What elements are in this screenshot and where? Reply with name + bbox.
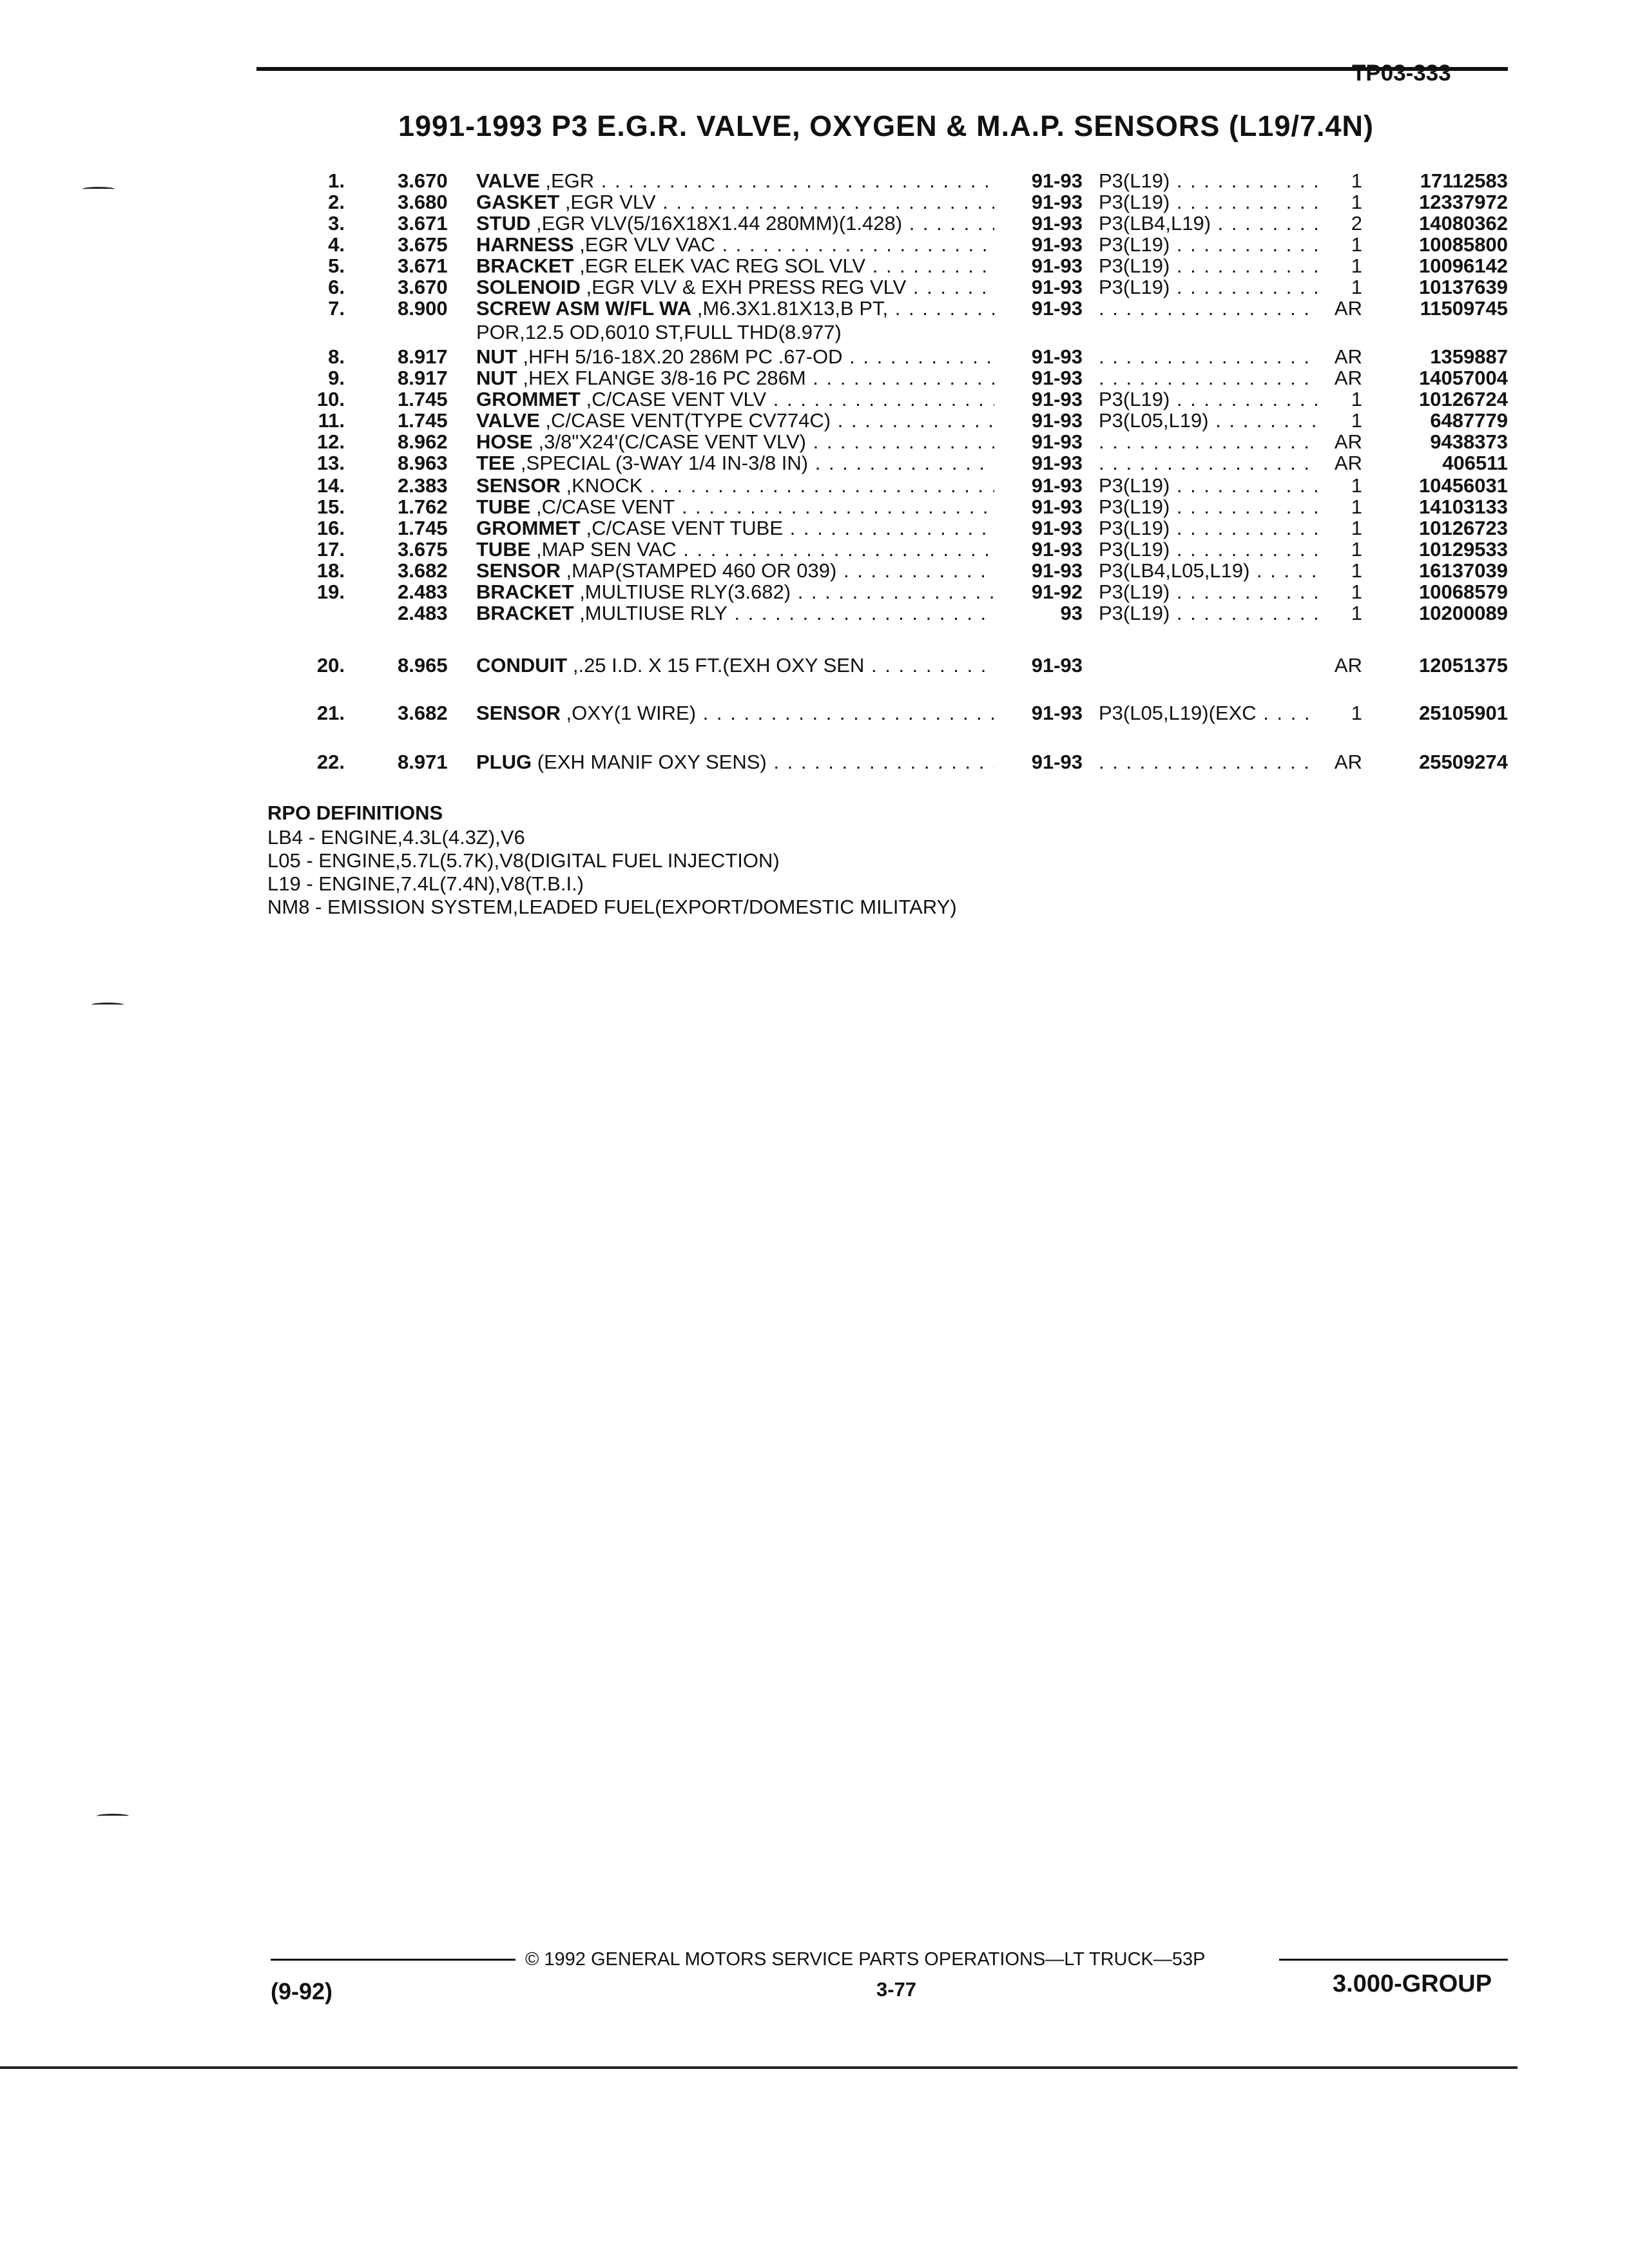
page-title: 1991-1993 P3 E.G.R. VALVE, OXYGEN & M.A.P. SENSORS (L19/7.4N) [398, 110, 1374, 142]
model-years: 91-93 [1031, 297, 1083, 320]
part-spec: ,EGR VLV VAC [579, 233, 715, 256]
item-number: 8. [328, 345, 345, 368]
model-usage [1099, 430, 1318, 454]
part-spec: ,EGR VLV & EXH PRESS REG VLV [586, 276, 907, 298]
part-number: 6487779 [1430, 409, 1508, 432]
part-description [476, 366, 994, 390]
part-description [476, 430, 994, 454]
binder-hole-mark [92, 1003, 124, 1007]
item-number: 14. [316, 474, 345, 497]
part-name: TUBE [476, 538, 531, 561]
part-spec: ,EGR VLV [564, 191, 656, 213]
model-usage [1099, 345, 1318, 369]
table-row [0, 537, 1629, 561]
quantity: AR [1334, 367, 1362, 389]
item-number: 2. [328, 191, 345, 213]
part-description [476, 495, 994, 519]
part-number: 10126724 [1419, 388, 1508, 410]
table-row [0, 254, 1629, 278]
table-row [0, 190, 1629, 214]
table-row [0, 516, 1629, 540]
model-usage [1099, 366, 1318, 390]
quantity: 1 [1351, 517, 1362, 539]
model-usage: P3(L05,L19)(EXC . . . [1099, 701, 1318, 725]
table-row [0, 701, 1629, 725]
item-number: 1. [328, 169, 345, 192]
part-name: PLUG [476, 751, 532, 773]
part-description [476, 233, 994, 256]
model-usage: P3(L19) . . . [1099, 387, 1318, 411]
table-row [0, 211, 1629, 235]
quantity: 1 [1351, 538, 1362, 561]
part-number: 10096142 [1419, 255, 1508, 277]
item-number: 22. [316, 751, 345, 773]
part-name: SOLENOID [476, 276, 581, 298]
rpo-definition: NM8 - EMISSION SYSTEM,LEADED FUEL(EXPORT/DOMESTIC MILITARY) [267, 896, 957, 918]
part-name: BRACKET [476, 255, 574, 277]
table-row [0, 451, 1629, 475]
part-name: VALVE [476, 169, 540, 192]
model-years: 91-93 [1031, 495, 1083, 518]
table-row [0, 275, 1629, 299]
part-number: 10085800 [1419, 233, 1508, 256]
item-number: 4. [328, 233, 345, 256]
quantity: 1 [1351, 255, 1362, 277]
group-code: 3.680 [398, 191, 448, 213]
model-usage: P3(L19) . . . [1099, 601, 1318, 625]
part-name: SENSOR [476, 474, 561, 497]
model-years: 91-93 [1031, 388, 1083, 410]
item-number: 18. [316, 559, 345, 582]
part-number: 16137039 [1419, 559, 1508, 582]
table-row [0, 750, 1629, 774]
part-description [476, 387, 994, 411]
part-spec: ,OXY(1 WIRE) [566, 702, 697, 724]
part-name: TEE [476, 452, 516, 474]
part-spec: ,M6.3X1.81X13,B PT, [697, 297, 889, 320]
part-description [476, 451, 994, 475]
part-description [476, 537, 994, 561]
part-spec: ,SPECIAL (3-WAY 1/4 IN-3/8 IN) [520, 452, 809, 474]
group-code: 2.383 [398, 474, 448, 497]
model-usage [1099, 296, 1318, 320]
part-number: 14103133 [1419, 495, 1508, 518]
item-number: 3. [328, 212, 345, 235]
group-code: 3.671 [398, 212, 448, 235]
item-number: 21. [316, 702, 345, 724]
quantity: AR [1334, 297, 1362, 320]
part-description [476, 559, 994, 582]
footer-rule-left [271, 1959, 516, 1961]
item-number: 10. [316, 388, 345, 410]
group-code: 8.917 [398, 345, 448, 368]
quantity: AR [1334, 430, 1362, 453]
model-years: 91-93 [1031, 276, 1083, 298]
part-spec: ,C/CASE VENT TUBE [586, 517, 783, 539]
part-number: 11509745 [1420, 297, 1508, 320]
model-usage: P3(L19) . . . [1099, 495, 1318, 519]
description-continuation: POR,12.5 OD,6010 ST,FULL THD(8.977) [476, 321, 842, 343]
table-row [0, 601, 1629, 625]
model-years: 91-93 [1031, 345, 1083, 368]
part-description [476, 169, 994, 193]
part-spec: ,C/CASE VENT [536, 495, 675, 518]
part-spec: ,MAP(STAMPED 460 OR 039) [566, 559, 837, 582]
part-description [476, 296, 994, 320]
part-spec: ,C/CASE VENT(TYPE CV774C) [545, 409, 831, 432]
model-years: 91-93 [1031, 751, 1083, 773]
rpo-definition: LB4 - ENGINE,4.3L(4.3Z),V6 [267, 826, 525, 849]
part-name: GASKET [476, 191, 560, 213]
part-name: NUT [476, 345, 517, 368]
part-spec: ,EGR VLV(5/16X18X1.44 280MM)(1.428) [536, 212, 903, 235]
group-code: 3.670 [398, 169, 448, 192]
model-usage: P3(L19) . . . [1099, 275, 1318, 299]
quantity: 1 [1351, 602, 1362, 624]
quantity: 1 [1351, 495, 1362, 518]
part-name: TUBE [476, 495, 531, 518]
part-number: 12337972 [1419, 191, 1508, 213]
model-usage: P3(L19) . . . [1099, 474, 1318, 497]
table-row [0, 366, 1629, 390]
quantity: AR [1334, 654, 1362, 677]
quantity: 2 [1351, 212, 1362, 235]
part-spec: ,MULTIUSE RLY [579, 602, 728, 624]
rpo-definition: L05 - ENGINE,5.7L(5.7K),V8(DIGITAL FUEL INJECTION) [267, 849, 780, 872]
table-row [0, 653, 1629, 677]
model-usage: P3(L19) . . . [1099, 254, 1318, 278]
part-number: 14080362 [1419, 212, 1508, 235]
model-usage: P3(L19) . . . [1099, 190, 1318, 214]
item-number: 15. [316, 495, 345, 518]
binder-hole-mark [82, 187, 115, 191]
part-spec: ,MAP SEN VAC [536, 538, 677, 561]
table-row [0, 474, 1629, 497]
item-number: 19. [316, 581, 345, 603]
part-description [476, 345, 994, 369]
group-code: 2.483 [398, 602, 448, 624]
part-number: 10137639 [1419, 276, 1508, 298]
part-number: 10126723 [1419, 517, 1508, 539]
quantity: 1 [1351, 191, 1362, 213]
table-row [0, 387, 1629, 411]
model-years: 91-93 [1031, 233, 1083, 256]
part-number: 25509274 [1419, 751, 1508, 773]
model-usage: P3(L05,L19) . . . [1099, 408, 1318, 432]
part-spec: (EXH MANIF OXY SENS) [537, 751, 767, 773]
group-code: 8.965 [398, 654, 448, 677]
table-row [0, 408, 1629, 432]
model-years: 91-93 [1031, 559, 1083, 582]
model-years: 91-93 [1031, 367, 1083, 389]
quantity: 1 [1351, 388, 1362, 410]
model-usage: P3(L19) . . . [1099, 233, 1318, 256]
footer-rule-right [1279, 1959, 1508, 1961]
model-years: 91-93 [1031, 212, 1083, 235]
model-years: 91-93 [1031, 452, 1083, 474]
model-years: 91-93 [1031, 702, 1083, 724]
table-row [0, 580, 1629, 604]
top-rule [256, 67, 1508, 71]
model-years: 91-93 [1031, 430, 1083, 453]
model-years: 91-92 [1031, 581, 1083, 603]
part-description [476, 701, 994, 725]
quantity: AR [1334, 452, 1362, 474]
part-description [476, 516, 994, 540]
model-years: 91-93 [1031, 409, 1083, 432]
page-ref: TP03-333 [1352, 61, 1451, 86]
group-code: 2.483 [398, 581, 448, 603]
table-row [0, 495, 1629, 519]
item-number: 5. [328, 255, 345, 277]
quantity: 1 [1351, 169, 1362, 192]
model-years: 91-93 [1031, 191, 1083, 213]
part-description [476, 601, 994, 625]
item-number: 16. [316, 517, 345, 539]
part-spec: ,.25 I.D. X 15 FT.(EXH OXY SEN [572, 654, 865, 677]
rpo-definition: L19 - ENGINE,7.4L(7.4N),V8(T.B.I.) [267, 872, 584, 895]
part-number: 10129533 [1419, 538, 1508, 561]
part-name: VALVE [476, 409, 540, 432]
group-code: 8.917 [398, 367, 448, 389]
item-number: 20. [316, 654, 345, 677]
part-number: 14057004 [1419, 367, 1508, 389]
quantity: 1 [1351, 581, 1362, 603]
item-number: 17. [316, 538, 345, 561]
rpo-heading: RPO DEFINITIONS [267, 802, 443, 824]
model-years: 91-93 [1031, 169, 1083, 192]
group-code: 3.671 [398, 255, 448, 277]
part-description [476, 750, 994, 774]
part-number: 25105901 [1419, 702, 1508, 724]
group-code: 1.762 [398, 495, 448, 518]
footer-group: 3.000-GROUP [1333, 1970, 1492, 1997]
part-spec: ,HFH 5/16-18X.20 286M PC .67-OD [523, 345, 843, 368]
table-row [0, 430, 1629, 454]
model-years: 91-93 [1031, 255, 1083, 277]
model-usage: P3(L19) . . . [1099, 169, 1318, 193]
part-spec: ,MULTIUSE RLY(3.682) [579, 581, 791, 603]
quantity: 1 [1351, 559, 1362, 582]
model-usage: P3(L19) . . . [1099, 516, 1318, 540]
part-description [476, 275, 994, 299]
binder-hole-mark [97, 1814, 129, 1818]
part-number: 406511 [1442, 452, 1508, 474]
part-number: 9438373 [1430, 430, 1508, 453]
footer-date: (9-92) [271, 1978, 333, 2004]
model-years: 91-93 [1031, 654, 1083, 677]
group-code: 3.682 [398, 559, 448, 582]
group-code: 8.963 [398, 452, 448, 474]
part-name: SENSOR [476, 559, 561, 582]
item-number: 12. [316, 430, 345, 453]
quantity: 1 [1351, 409, 1362, 432]
group-code: 3.675 [398, 233, 448, 256]
quantity: 1 [1351, 276, 1362, 298]
footer-copyright: © 1992 GENERAL MOTORS SERVICE PARTS OPERATIONS—LT TRUCK—53P [525, 1949, 1206, 1970]
group-code: 3.682 [398, 702, 448, 724]
footer-page-number: 3-77 [876, 1978, 917, 2001]
table-row [0, 296, 1629, 320]
quantity: 1 [1351, 233, 1362, 256]
part-name: GROMMET [476, 517, 581, 539]
model-years: 91-93 [1031, 517, 1083, 539]
table-row [0, 345, 1629, 369]
model-usage: P3(LB4,L05,L19) . . . [1099, 559, 1318, 582]
part-description [476, 580, 994, 604]
group-code: 1.745 [398, 409, 448, 432]
item-number: 6. [328, 276, 345, 298]
quantity: AR [1334, 751, 1362, 773]
part-number: 10200089 [1419, 602, 1508, 624]
model-usage: P3(LB4,L19) . . . [1099, 211, 1318, 235]
item-number: 13. [316, 452, 345, 474]
part-description [476, 408, 994, 432]
item-number: 11. [318, 409, 345, 432]
table-row [0, 169, 1629, 193]
model-usage [1099, 750, 1318, 774]
item-number: 9. [328, 367, 345, 389]
group-code: 8.962 [398, 430, 448, 453]
part-description [476, 474, 994, 497]
model-years: 91-93 [1031, 474, 1083, 497]
part-number: 1359887 [1430, 345, 1508, 368]
part-spec: ,HEX FLANGE 3/8-16 PC 286M [523, 367, 806, 389]
quantity: AR [1334, 345, 1362, 368]
part-number: 12051375 [1419, 654, 1508, 677]
part-number: 17112583 [1420, 169, 1508, 192]
part-name: CONDUIT [476, 654, 568, 677]
part-spec: ,C/CASE VENT VLV [586, 388, 767, 410]
part-description [476, 254, 994, 278]
model-years: 93 [1060, 602, 1083, 624]
part-name: SCREW ASM W/FL WA [476, 297, 692, 320]
part-name: HARNESS [476, 233, 574, 256]
model-usage: P3(L19) . . . [1099, 580, 1318, 604]
part-name: SENSOR [476, 702, 561, 724]
part-description [476, 190, 994, 214]
part-spec: ,3/8"X24'(C/CASE VENT VLV) [538, 430, 806, 453]
part-name: NUT [476, 367, 517, 389]
part-name: GROMMET [476, 388, 581, 410]
group-code: 8.971 [398, 751, 448, 773]
model-usage [1099, 451, 1318, 475]
table-row [0, 233, 1629, 256]
quantity: 1 [1351, 474, 1362, 497]
model-usage: P3(L19) . . . [1099, 537, 1318, 561]
group-code: 3.675 [398, 538, 448, 561]
group-code: 3.670 [398, 276, 448, 298]
table-row [0, 559, 1629, 582]
item-number: 7. [328, 297, 345, 320]
model-years: 91-93 [1031, 538, 1083, 561]
group-code: 1.745 [398, 517, 448, 539]
bottom-rule [0, 2066, 1518, 2069]
part-spec: ,KNOCK [566, 474, 643, 497]
group-code: 8.900 [398, 297, 448, 320]
part-name: HOSE [476, 430, 533, 453]
group-code: 1.745 [398, 388, 448, 410]
part-number: 10068579 [1419, 581, 1508, 603]
part-spec: ,EGR [545, 169, 595, 192]
part-spec: ,EGR ELEK VAC REG SOL VLV [579, 255, 866, 277]
part-description [476, 653, 994, 677]
part-name: STUD [476, 212, 531, 235]
quantity: 1 [1351, 702, 1362, 724]
part-description [476, 211, 994, 235]
part-number: 10456031 [1419, 474, 1508, 497]
part-name: BRACKET [476, 581, 574, 603]
part-name: BRACKET [476, 602, 574, 624]
